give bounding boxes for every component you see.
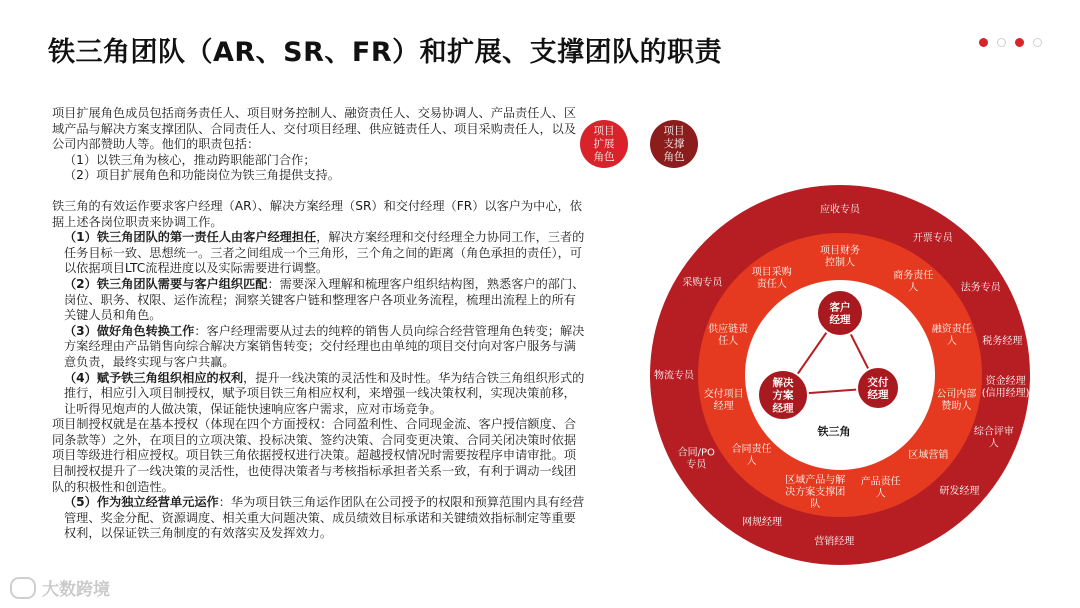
outer-ring-label: 营销经理	[814, 536, 855, 548]
point-heading: （3）做好角色转换工作	[64, 323, 195, 338]
outer-ring-label: 资金经理(信用经理)	[981, 376, 1030, 400]
point-heading: （4）赋予铁三角组织相应的权利	[64, 370, 244, 385]
legend-extension-label: 项目 扩展 角色	[593, 124, 615, 163]
middle-ring-label: 合同责任人	[731, 444, 772, 468]
point-heading: （1）铁三角团队的第一责任人由客户经理担任	[64, 230, 317, 245]
intro-item: （2）项目扩展角色和功能岗位为铁三角提供支持。	[64, 168, 340, 183]
outer-ring-label: 开票专员	[912, 232, 953, 244]
triangle-node-label: 客户经理	[829, 301, 851, 326]
point-heading: （5）作为独立经营单元运作	[64, 495, 219, 510]
middle-ring-label: 区域产品与解决方案支撑团队	[785, 474, 846, 510]
middle-ring-label: 融资责任人	[931, 323, 972, 347]
middle-ring-label: 产品责任人	[860, 476, 901, 500]
middle-ring-label: 供应链责任人	[708, 323, 749, 347]
outer-ring-label: 研发经理	[939, 485, 980, 497]
point-text: ：客户经理需要从过去的纯粹的销售人员向综合经营管理角色转变；解决方案经理由产品销售向综合解决方案销售转变；交付经理也由单纯的项目交付向对客户服务与满意负责，最终实现与客户共赢。	[64, 323, 585, 369]
middle-ring-label: 交付项目经理	[703, 389, 744, 413]
outer-ring-label: 综合评审人	[973, 426, 1014, 450]
outer-ring-label: 税务经理	[982, 335, 1023, 347]
watermark-text: 大数跨境	[42, 580, 110, 600]
point-heading: （2）铁三角团队需要与客户组织匹配	[64, 276, 268, 291]
point-text: ，提升一线决策的灵活性和及时性。华为结合铁三角组织形式的推行，相应引入项目制授权，赋予项目铁三角相应权利，来增强一线决策权利，实现决策前移，让听得见炮声的人做决策，保证能快速响应客户需求，应对市场竞争。	[64, 370, 585, 416]
triangle-node-label: 解决方案经理	[772, 377, 794, 415]
page-title: 铁三角团队（AR、SR、FR）和扩展、支撑团队的职责	[48, 37, 723, 68]
outer-ring-label: 网规经理	[742, 517, 783, 529]
iron-triangle-label: 铁三角	[817, 424, 851, 438]
intro-item: （1）以铁三角为核心，推动跨职能部门合作；	[64, 152, 316, 167]
point-text: 项目制授权就是在基本授权（体现在四个方面授权：合同盈利性、合同现金流、客户授信额度、合同条款等）之外，在项目的立项决策、投标决策、签约决策、合同变更决策、合同关闭决策时依据项目等级进行相应授权。项目铁三角依据授权进行决策。超越授权情况时需要按程序申请审批。项目制授权提升了一线决策的灵活性，也使得决策者与考核指标承担者关系一致，有利于调动一线团队的积极性和创造性。	[52, 417, 577, 494]
outer-ring-label: 物流专员	[654, 370, 694, 382]
lead-paragraph: 铁三角的有效运作要求客户经理（AR）、解决方案经理（SR）和交付经理（FR）以客户为中心，依据上述各岗位职责来协调工作。	[52, 198, 582, 229]
outer-ring-label: 合同/PO 专员	[677, 447, 715, 471]
middle-ring-label: 商务责任人	[893, 270, 934, 294]
point-text: ：需要深入理解和梳理客户组织结构图，熟悉客户的部门、岗位、职务、权限、运作流程；洞察关键客户链和整理客户各项业务流程，梳理出流程上的所有关键人员和角色。	[64, 276, 585, 323]
triangle-node-label: 交付经理	[867, 376, 889, 401]
outer-ring-label: 法务专员	[960, 282, 1001, 294]
outer-ring-label: 应收专员	[820, 204, 860, 216]
watermark-logo-icon	[10, 577, 36, 599]
intro-paragraph: 项目扩展角色成员包括商务责任人、项目财务控制人、融资责任人、交易协调人、产品责任人、区域产品与解决方案支撑团队、合同责任人、交付项目经理、供应链责任人、项目采购责任人，以及公司内部赞助人等。他们的职责包括：	[52, 106, 577, 152]
watermark	[10, 575, 110, 600]
middle-ring-label: 公司内部赞助人	[936, 389, 977, 413]
point-text: ，解决方案经理和交付经理全力协同工作，三者的任务目标一致、思想统一。三者之间组成一个三角形，三个角之间的距离（角色承担的责任），可以依据项目LTC流程进度以及实际需要进行调整。	[64, 230, 585, 276]
legend-support-label: 项目 支撑 角色	[663, 124, 685, 163]
middle-ring-label: 区域营销	[908, 450, 949, 462]
outer-ring-label: 采购专员	[682, 277, 723, 289]
middle-ring-label: 项目财务控制人	[820, 245, 860, 269]
middle-ring-label: 项目采购责任人	[751, 267, 792, 291]
point-text: ：华为项目铁三角运作团队在公司授予的权限和预算范围内具有经营管理、奖金分配、资源调度、相关重大问题决策、成员绩效目标承诺和关键绩效指标制定等重要权利，以保证铁三角制度的有效落实及发挥效力。	[64, 495, 585, 541]
